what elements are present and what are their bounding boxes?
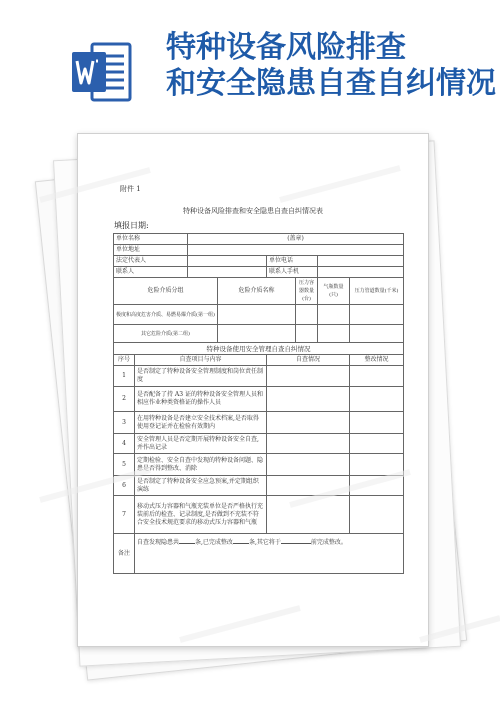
unit-address-value (188, 245, 404, 256)
group2-cylinder (318, 325, 350, 343)
remark-text (135, 534, 404, 574)
group1-pipe (350, 305, 404, 325)
item-text: 是否制定了特种设备安全管理制度和岗位责任制度 (135, 366, 267, 387)
item-fix (350, 366, 404, 387)
item-text: 在用特种设备是否建立安全技术档案,是否取得使用登记证并在检验有效期内 (135, 412, 267, 434)
hazard-group-header: 危险介质分组 (114, 278, 218, 305)
col-fix-header: 整改情况 (350, 355, 404, 366)
document-page (77, 133, 429, 647)
item-no: 6 (114, 476, 135, 496)
banner-line-1: 特种设备风险排查 (166, 30, 406, 65)
pipe-count-header: 压力管道数量(千米) (350, 278, 404, 305)
item-fix (350, 434, 404, 454)
section-title: 特种设备使用安全管理自查自纠情况 (114, 343, 404, 355)
group2-label: 其它危险介质(第二组) (114, 325, 218, 343)
group1-label: 极度和高度危害介质、易燃易爆介质(第一组) (114, 305, 218, 325)
document-title: 特种设备风险排查和安全隐患自查自纠情况表 (183, 207, 323, 215)
group1-name (218, 305, 296, 325)
item-no: 7 (114, 496, 135, 534)
banner-line-2: 和安全隐患自查自纠情况 (166, 66, 496, 101)
seal-field: (盖章) (188, 234, 404, 245)
fill-date-label: 填报日期: (114, 221, 149, 230)
item-status (267, 434, 350, 454)
unit-name-label: 单位名称 (114, 234, 188, 245)
item-text: 是否配备了持 A3 证的特种设备安全管理人员和相应作业种类资格证的操作人员 (135, 387, 267, 412)
item-no: 2 (114, 387, 135, 412)
blank-line (233, 537, 249, 544)
item-text: 定期检验、安全自查中发现的特种设备问题、隐患是否得到整改、消除 (135, 454, 267, 476)
item-fix (350, 454, 404, 476)
remark-part-2: 条,已完成整改 (195, 539, 233, 546)
col-item-header: 自查项目与内容 (135, 355, 267, 366)
banner-title (166, 30, 500, 102)
remark-part-3: 条,其它将于 (248, 539, 281, 546)
item-status (267, 454, 350, 476)
item-fix (350, 476, 404, 496)
contact-mobile-value (318, 267, 404, 278)
unit-address-label: 单位地址 (114, 245, 188, 256)
unit-phone-value (318, 256, 404, 267)
vessel-count-header: 压力容器数量(台) (296, 278, 318, 305)
attachment-label: 附件 1 (120, 185, 141, 193)
col-no-header: 序号 (114, 355, 135, 366)
unit-phone-label: 单位电话 (267, 256, 318, 267)
item-text: 安全管理人员是否定期开展特种设备安全自查,并作出记录 (135, 434, 267, 454)
group2-pipe (350, 325, 404, 343)
contact-mobile-label: 联系人手机 (267, 267, 318, 278)
item-fix (350, 412, 404, 434)
item-fix (350, 496, 404, 534)
blank-line (179, 537, 195, 544)
cylinder-count-header: 气瓶数量(只) (318, 278, 350, 305)
contact-value (188, 267, 267, 278)
group1-cylinder (318, 305, 350, 325)
col-status-header: 自查情况 (267, 355, 350, 366)
group2-vessel (296, 325, 318, 343)
group2-name (218, 325, 296, 343)
contact-label: 联系人 (114, 267, 188, 278)
item-text: 移动式压力容器和气瓶充装单位是否严格执行充装前后的检查、记录制度,是否做到不充装不符合安全技术规范要求的移动式压力容器和气瓶 (135, 496, 267, 534)
item-status (267, 387, 350, 412)
inspection-form-table (113, 233, 404, 574)
item-text: 是否制定了特种设备安全应急预案,并定期组织演练 (135, 476, 267, 496)
remark-part-1: 自查发现隐患共 (137, 539, 180, 546)
item-status (267, 496, 350, 534)
item-no: 3 (114, 412, 135, 434)
remark-label: 备注 (114, 534, 135, 574)
item-no: 4 (114, 434, 135, 454)
legal-rep-label: 法定代表人 (114, 256, 188, 267)
item-no: 1 (114, 366, 135, 387)
group1-vessel (296, 305, 318, 325)
remark-part-4: 前完成整改。 (310, 539, 347, 546)
item-status (267, 412, 350, 434)
hazard-name-header: 危险介质名称 (218, 278, 296, 305)
item-fix (350, 387, 404, 412)
item-no: 5 (114, 454, 135, 476)
word-document-icon (70, 40, 134, 104)
item-status (267, 366, 350, 387)
blank-line (281, 537, 311, 544)
item-status (267, 476, 350, 496)
legal-rep-value (188, 256, 267, 267)
